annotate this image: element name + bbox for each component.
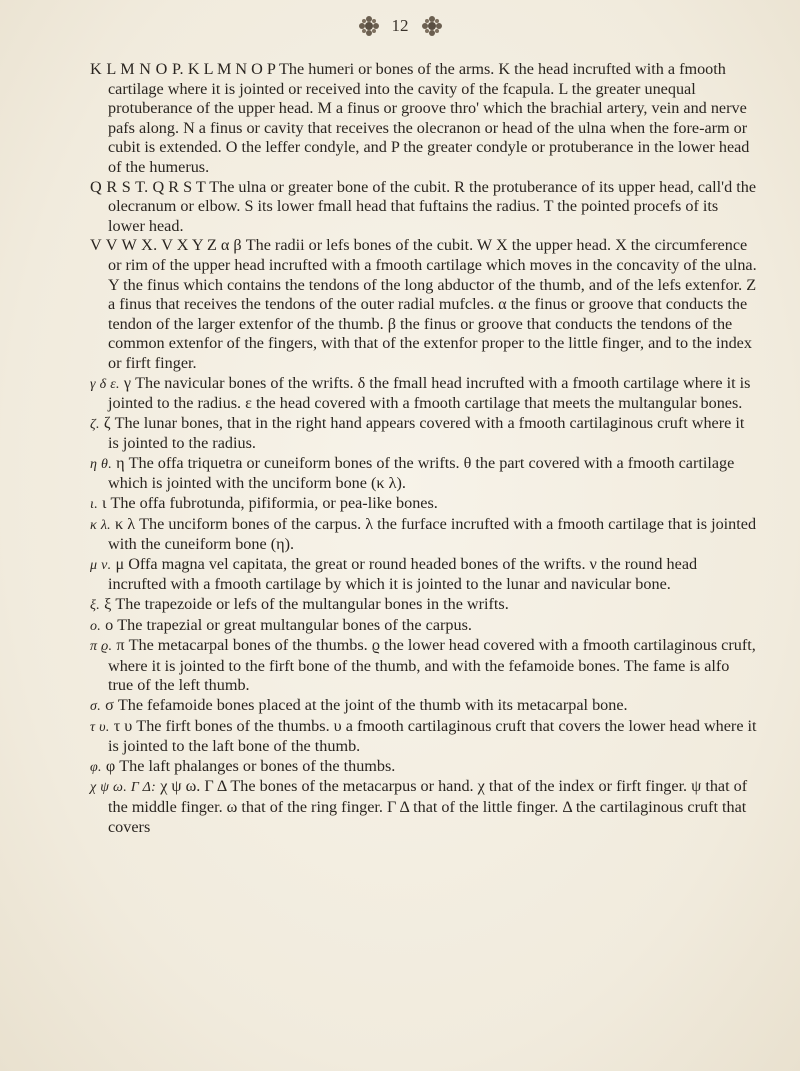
page-number: 12 — [391, 16, 409, 35]
entry-ulna — [90, 178, 758, 237]
entry-metacarpus — [90, 777, 758, 837]
entry-text: K L M N O P The humeri or bones of the arms. K the head incrufted with a fmooth cartilage where it is jointed or received into the cavity of the fcapula. L the greater unequal protuberance of the upper head. M a finus or groove thro' which the brachial artery, vein and nerve pafs along. N a finus or cavity that receives the olecranon or head of the ulna when the fore-arm or cubit is extended. O the leffer condyle, and P the greater condyle or protuberance in the lower head of the humerus. — [108, 60, 750, 176]
entry-text: ι The offa fubrotunda, pififormia, or pea-like bones. — [102, 494, 438, 513]
entry-label: ο. — [90, 618, 102, 634]
entry-text: ζ The lunar bones, that in the right hand appears covered with a fmooth cartilaginous cruft where it is jointed to the radius. — [103, 413, 745, 453]
body-text — [90, 60, 758, 837]
entry-trapezial — [90, 616, 758, 637]
entry-text: κ λ The unciform bones of the carpus. λ the furface incrufted with a fmooth cartilage that is jointed with the cuneiform bone (η). — [108, 514, 757, 554]
entry-text: γ The navicular bones of the wrifts. δ the fmall head incrufted with a fmooth cartilage where it is jointed to the radius. ε the head covered with a fmooth cartilage that meets the multangular bones. — [108, 373, 751, 413]
entry-text: φ The laft phalanges or bones of the thumbs. — [105, 756, 396, 775]
entry-label: ζ. — [90, 416, 100, 432]
entry-text: ξ The trapezoide or lefs of the multangular bones in the wrifts. — [104, 595, 509, 614]
entry-label: V V W X. — [90, 236, 158, 255]
flower-ornament-icon — [419, 16, 445, 36]
entry-text: π The metacarpal bones of the thumbs. ϱ the lower head covered with a fmooth cartilaginous cruft, where it is jointed to the firft bone of the thumb, and with the fefamoide bones. The fame is alfo true of the left thumb. — [108, 636, 756, 695]
entry-label: τ υ. — [90, 719, 110, 735]
entry-metacarpal-thumb — [90, 636, 758, 696]
entry-trapezoide — [90, 595, 758, 616]
entry-label: ξ. — [90, 598, 101, 614]
entry-unciform — [90, 515, 758, 555]
entry-sesamoide — [90, 696, 758, 717]
entry-label: σ. — [90, 699, 102, 714]
flower-ornament-icon — [356, 16, 382, 36]
entry-radii — [90, 236, 758, 373]
entry-text: V X Y Z α β The radii or lefs bones of the cubit. W X the upper head. X the circumference or rim of the upper head incrufted with a fmooth cartilage which moves in the concavity of the ulna. Y the finus which contains the tendons of the long abductor of the thumb, and of the lefs extenfor. Z a finus that receives the tendons of the outer radial mufcles. α the finus or groove that conducts the tendon of the larger extenfor of the thumb. β the finus or groove that conducts the tendons of the common extenfor of the fingers, with that of the extenfor proper to the little finger, and to the index or firft finger. — [108, 236, 757, 372]
entry-text: μ Offa magna vel capitata, the great or round headed bones of the wrifts. ν the round head incrufted with a fmooth cartilage by which it is jointed to the lunar and navicular bone. — [108, 554, 698, 594]
entry-text: ο The trapezial or great multangular bones of the carpus. — [105, 615, 472, 634]
entry-label: μ ν. — [90, 557, 112, 573]
page-header — [0, 6, 800, 46]
entry-label: χ ψ ω. Γ Δ: — [90, 780, 157, 796]
entry-text: σ The fefamoide bones placed at the joint of the thumb with its metacarpal bone. — [105, 696, 628, 714]
entry-triquetra — [90, 454, 758, 494]
entry-text: η The offa triquetra or cuneiform bones of the wrifts. θ the part covered with a fmooth cartilage which is jointed with the unciform bone (κ λ). — [108, 453, 735, 493]
entry-label: κ λ. — [90, 517, 111, 533]
entry-label: K L M N O P. — [90, 60, 184, 78]
entry-phalanges — [90, 757, 758, 778]
entry-label: Q R S T. — [90, 177, 149, 196]
entry-label: η θ. — [90, 456, 113, 472]
entry-pisiform — [90, 494, 758, 515]
entry-text: τ υ The firft bones of the thumbs. υ a fmooth cartilaginous cruft that covers the lower head where it is jointed to the laft bone of the thumb. — [108, 716, 757, 756]
entry-capitata — [90, 555, 758, 595]
entry-label: γ δ ε. — [90, 376, 120, 392]
entry-label: π ϱ. — [90, 639, 113, 655]
entry-first-thumb-bones — [90, 717, 758, 757]
entry-humeri — [90, 60, 758, 178]
entry-navicular — [90, 374, 758, 414]
entry-text: χ ψ ω. Γ Δ The bones of the metacarpus or hand. χ that of the index or firft finger. ψ that of the middle finger. ω that of the ring finger. Γ Δ that of the little finger. Δ the cartilaginous cruft that covers — [108, 777, 748, 836]
entry-label: ι. — [90, 497, 98, 513]
entry-label: φ. — [90, 759, 102, 775]
entry-lunar — [90, 414, 758, 454]
entry-text: Q R S T The ulna or greater bone of the cubit. R the protuberance of its upper head, call'd the olecranum or elbow. S its lower fmall head that fuftains the radius. T the pointed procefs of its lower head. — [108, 177, 757, 235]
